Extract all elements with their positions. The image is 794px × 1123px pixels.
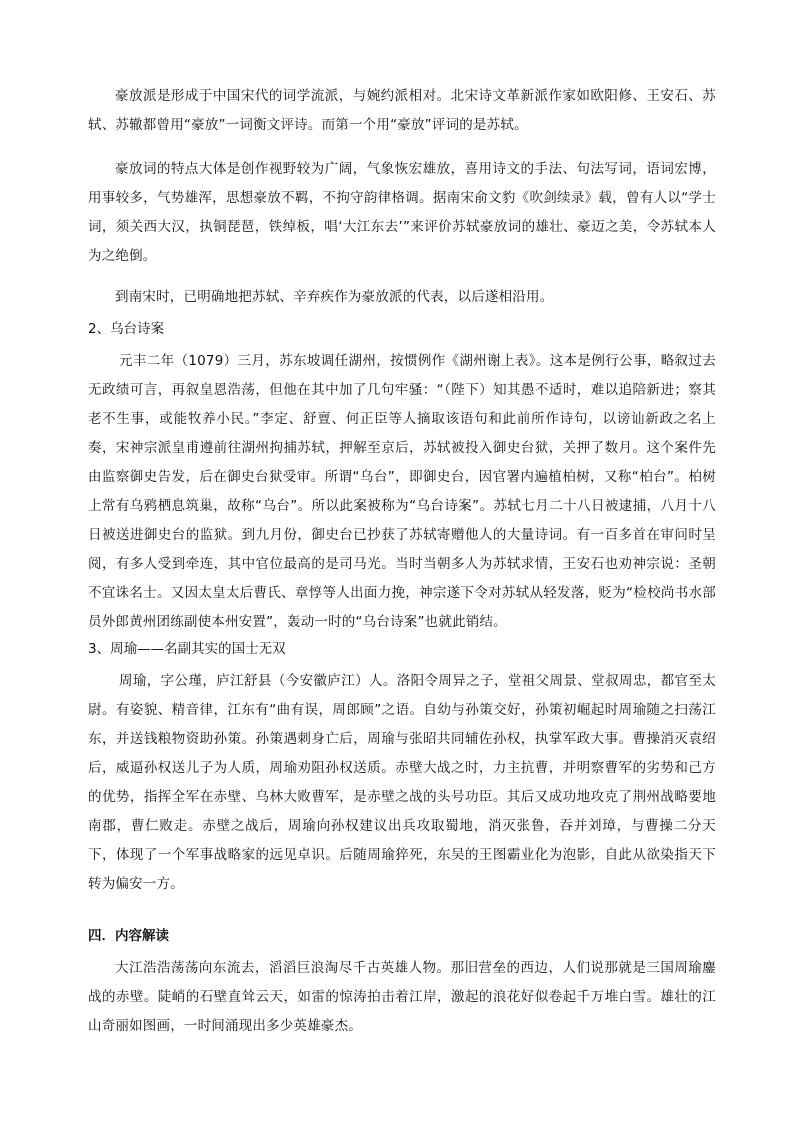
paragraph-southern-song: 到南宋时，已明确地把苏轼、辛弃疾作为豪放派的代表，以后遂相沿用。 <box>115 289 554 305</box>
section-heading-zhou-yu: 3、周瑜——名副其实的国士无双 <box>88 641 286 657</box>
paragraph-haofang-intro: 豪放派是形成于中国宋代的词学流派，与婉约派相对。北宋诗文革新派作家如欧阳修、王安石、苏轼、苏辙都曾用“豪放”一词衡文评诗。而第一个用“豪放”评词的是苏轼。 <box>88 88 716 133</box>
section-heading-wutai-case: 2、乌台诗案 <box>88 321 165 337</box>
paragraph-zhou-yu: 周瑜，字公瑾，庐江舒县（今安徽庐江）人。洛阳令周异之子，堂祖父周景、堂叔周忠，都官至太尉。有姿貌、精音律，江东有“曲有误，周郎顾”之语。自幼与孙策交好，孙策初崛起时周瑜随之扫荡江东，并送钱粮物资助孙策。孙策遇刺身亡后，周瑜与张昭共同辅佐孙权，执掌军政大事。曹操消灭袁绍后，威逼孙权送儿子为人质，周瑜劝阻孙权送质。赤壁大战之时，力主抗曹，并明察曹军的劣势和己方的优势，指挥全军在赤壁、乌林大败曹军，是赤壁之战的头号功臣。其后又成功地攻克了荆州战略要地南郡，曹仁败走。赤壁之战后，周瑜向孙权建议出兵攻取蜀地，消灭张鲁，吞并刘璋，与曹操二分天下，体现了一个军事战略家的远见卓识。后随周瑜猝死，东吴的王图霸业化为泡影，自此从欲染指天下转为偏安一方。 <box>88 673 716 892</box>
paragraph-wutai-case: 元丰二年（1079）三月，苏东坡调任湖州，按惯例作《湖州谢上表》。这本是例行公事，略叙过去无政绩可言，再叙皇恩浩荡，但他在其中加了几句牢骚：“（陛下）知其愚不适时，难以追陪新进；察其老不生事，或能牧养小民。”李定、舒亶、何正臣等人摘取该语句和此前所作诗句，以谤讪新政之名上奏，宋神宗派皇甫遵前往湖州拘捕苏轼，押解至京后，苏轼被投入御史台狱，关押了数月。这个案件先由监察御史告发，后在御史台狱受审。所谓“乌台”，即御史台，因官署内遍植柏树，又称“柏台”。柏树上常有乌鸦栖息筑巢，故称“乌台”。所以此案被称为“乌台诗案”。苏轼七月二十八日被逮捕，八月十八日被送进御史台的监狱。到九月份，御史台已抄获了苏轼寄赠他人的大量诗词。有一百多首在审问时呈阅，有多人受到牵连，其中官位最高的是司马光。当时当朝多人为苏轼求情，王安石也劝神宗说：圣朝不宜诛名士。又因太皇太后曹氏、章惇等人出面力挽，神宗遂下令对苏轼从轻发落，贬为“检校尚书水部员外郎黄州团练副使本州安置”，轰动一时的“乌台诗案”也就此销结。 <box>88 353 716 630</box>
paragraph-haofang-features: 豪放词的特点大体是创作视野较为广阔，气象恢宏雄放，喜用诗文的手法、句法写词，语词宏博，用事较多，气势雄浑，思想豪放不羁，不拘守韵律格调。据南宋俞文豹《吹剑续录》载，曾有人以“学士词，须关西大汉，执铜琵琶，铁绰板，唱‘大江东去’”来评价苏轼豪放词的雄壮、豪迈之美，令苏轼本人为之绝倒。 <box>88 161 716 264</box>
section-heading-content-interpretation: 四．内容解读 <box>88 928 169 944</box>
paragraph-content-interpretation: 大江浩浩荡荡向东流去，滔滔巨浪淘尽千古英雄人物。那旧营垒的西边，人们说那就是三国周瑜鏖战的赤壁。陡峭的石壁直耸云天，如雷的惊涛拍击着江岸，激起的浪花好似卷起千万堆白雪。雄壮的江山奇丽如图画，一时间涌现出多少英雄豪杰。 <box>88 960 716 1034</box>
